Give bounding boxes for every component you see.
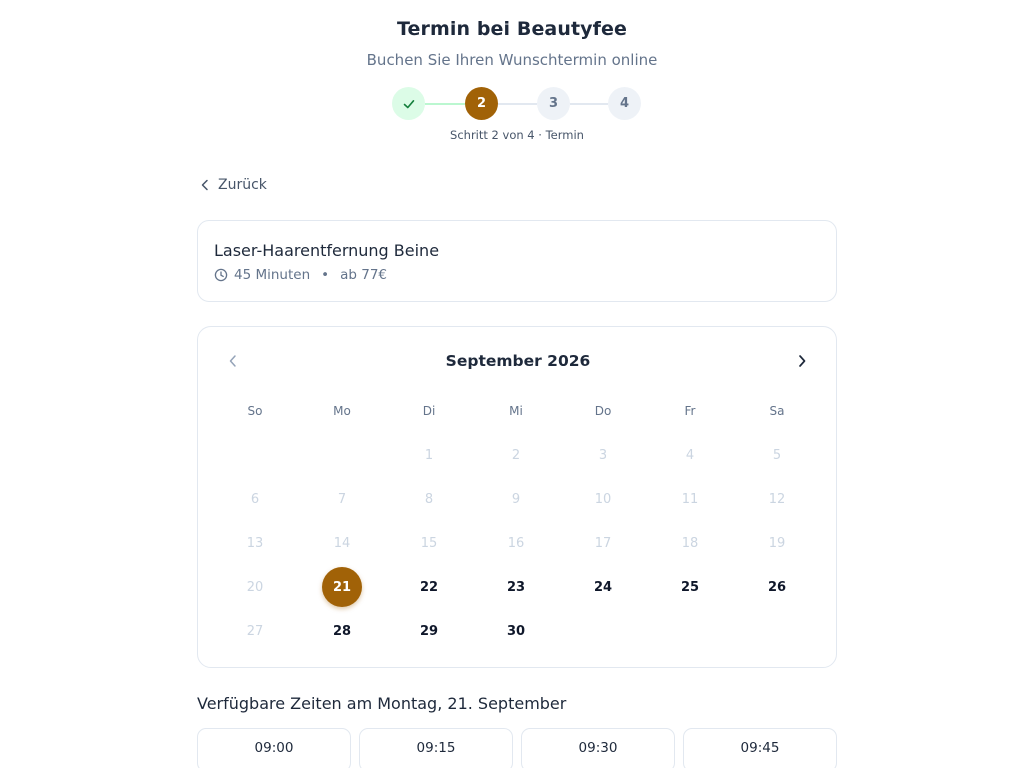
day-cell[interactable]: 23 — [506, 579, 526, 595]
day-cell: 2 — [511, 447, 521, 463]
weekday-header: Fr — [684, 404, 696, 418]
day-cell: 16 — [507, 535, 525, 551]
meta-separator: • — [321, 267, 330, 283]
step-4: 4 — [608, 87, 641, 120]
check-icon — [402, 97, 416, 111]
day-cell: 14 — [333, 535, 351, 551]
time-slot-button[interactable]: 09:15 — [359, 728, 513, 768]
service-meta — [214, 267, 387, 283]
page-subtitle: Buchen Sie Ihren Wunschtermin online — [366, 51, 658, 69]
day-cell: 27 — [246, 623, 264, 639]
day-cell[interactable]: 24 — [593, 579, 613, 595]
weekday-header: Sa — [769, 404, 785, 418]
weekday-header: Do — [594, 404, 612, 418]
day-cell: 4 — [685, 447, 695, 463]
step-connector — [570, 103, 608, 105]
times-heading: Verfügbare Zeiten am Montag, 21. September — [197, 694, 567, 713]
day-cell: 13 — [246, 535, 264, 551]
day-cell-selected[interactable]: 21 — [322, 567, 362, 607]
day-cell: 9 — [511, 491, 521, 507]
day-cell: 11 — [681, 491, 699, 507]
day-cell: 8 — [424, 491, 434, 507]
service-duration: 45 Minuten — [234, 267, 311, 283]
weekday-header: So — [247, 404, 263, 418]
weekday-header: Di — [422, 404, 436, 418]
chevron-left-icon — [200, 179, 210, 191]
step-1-done — [392, 87, 425, 120]
step-caption: Schritt 2 von 4 · Termin — [450, 128, 584, 142]
day-cell: 15 — [420, 535, 438, 551]
day-cell: 20 — [246, 579, 264, 595]
day-cell: 7 — [337, 491, 347, 507]
time-slot-button[interactable]: 09:30 — [521, 728, 675, 768]
page-title: Termin bei Beautyfee — [397, 18, 627, 40]
time-slot-button[interactable]: 09:45 — [683, 728, 837, 768]
day-cell[interactable]: 29 — [419, 623, 439, 639]
clock-icon — [214, 268, 228, 282]
day-cell: 6 — [250, 491, 260, 507]
calendar — [197, 326, 837, 668]
day-cell: 19 — [768, 535, 786, 551]
step-connector — [425, 103, 465, 105]
day-cell: 5 — [772, 447, 782, 463]
service-name: Laser-Haarentfernung Beine — [214, 241, 440, 260]
step-2-active: 2 — [465, 87, 498, 120]
day-cell: 12 — [768, 491, 786, 507]
service-price: ab 77€ — [340, 267, 388, 283]
time-slot-button[interactable]: 09:00 — [197, 728, 351, 768]
day-cell[interactable]: 22 — [419, 579, 439, 595]
month-label: September 2026 — [445, 352, 591, 370]
day-cell[interactable]: 25 — [680, 579, 700, 595]
day-cell: 10 — [594, 491, 612, 507]
weekday-header: Mo — [333, 404, 351, 418]
step-3: 3 — [537, 87, 570, 120]
day-cell: 17 — [594, 535, 612, 551]
service-summary-card — [197, 220, 837, 302]
day-cell[interactable]: 28 — [332, 623, 352, 639]
day-cell: 1 — [424, 447, 434, 463]
day-cell: 18 — [681, 535, 699, 551]
back-button[interactable] — [200, 177, 267, 193]
day-cell[interactable]: 30 — [506, 623, 526, 639]
weekday-header: Mi — [509, 404, 523, 418]
day-cell: 3 — [598, 447, 608, 463]
chevron-right-icon — [797, 354, 807, 368]
next-month-button[interactable] — [790, 349, 814, 373]
back-label: Zurück — [218, 177, 267, 193]
day-cell[interactable]: 26 — [767, 579, 787, 595]
step-connector — [498, 103, 537, 105]
progress-stepper — [392, 87, 642, 121]
